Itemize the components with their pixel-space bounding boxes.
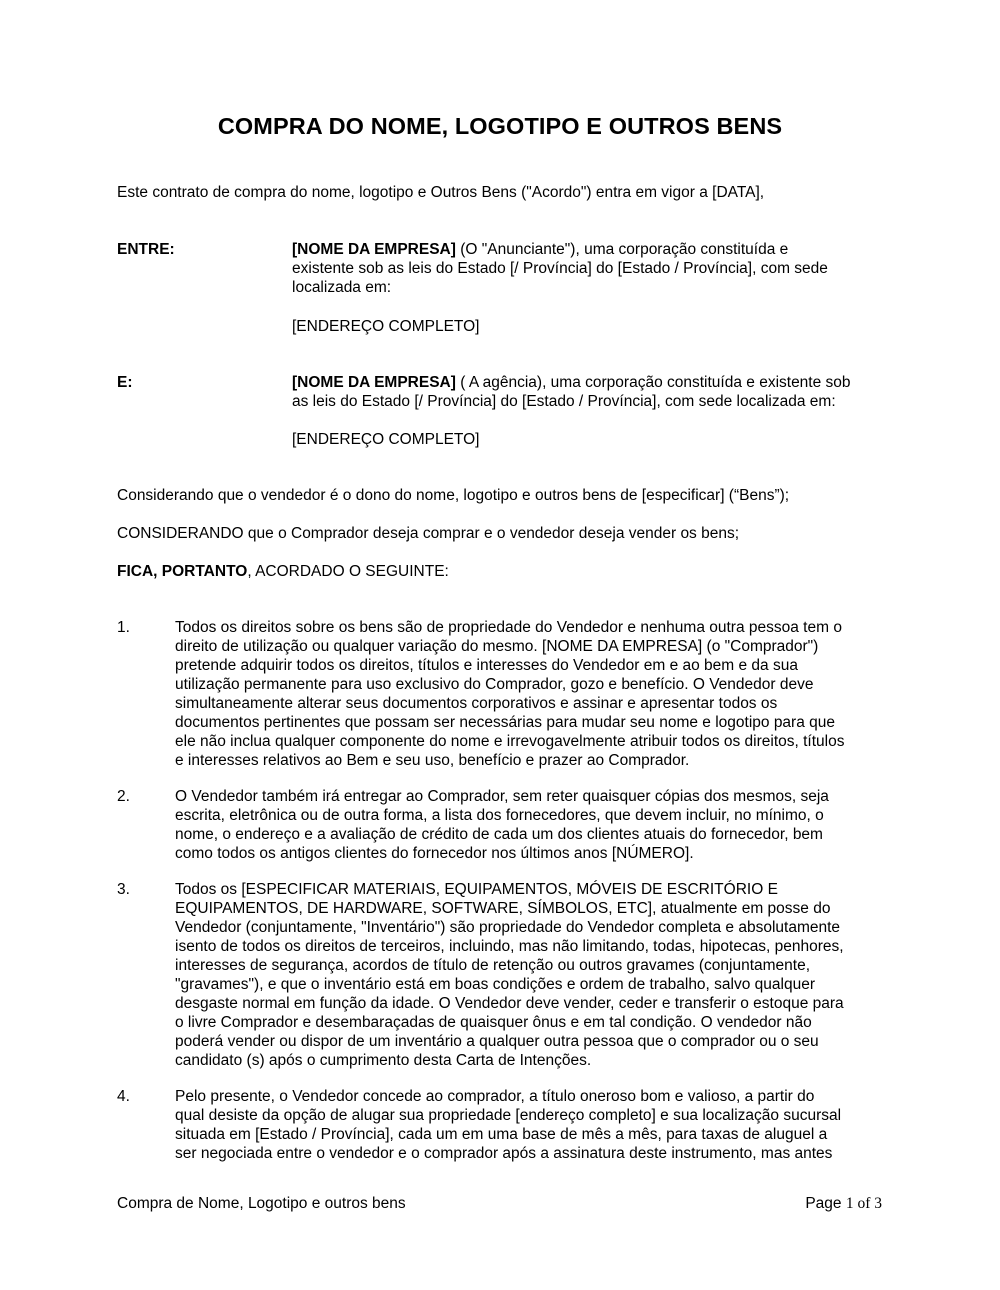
page-label: Page [805,1195,846,1212]
clause-1-number: 1. [117,619,130,636]
party-1-description [292,240,892,297]
page-total: 3 [874,1195,882,1212]
agreed-bold: FICA, PORTANTO [117,563,248,580]
party-2-address: [ENDEREÇO COMPLETO] [292,431,480,448]
clause-line: utilização permanente para uso exclusivo do Comprador, gozo e benefício. O Vendedor deve [175,676,814,693]
clause-line: como todos os antigos clientes do fornecedor nos últimos anos [NÚMERO]. [175,845,694,862]
clause-line: qual desiste da opção de alugar sua propriedade [endereço completo] e sua localização sucursal [175,1107,842,1124]
recital-2: CONSIDERANDO que o Comprador deseja comprar e o vendedor deseja vender os bens; [117,525,740,542]
clause-4-text [175,1087,887,1163]
party-1-line: (O "Anunciante"), uma corporação constituída e [455,241,789,258]
recital-1: Considerando que o vendedor é o dono do nome, logotipo e outros bens de [especificar] (“Bens”); [117,487,790,504]
clause-line: Pelo presente, o Vendedor concede ao comprador, a título oneroso bom e valioso, a partir do [175,1088,815,1105]
clause-3-text [175,880,887,1070]
clause-line: interesses de segurança, acordos de título de retenção ou outros gravames (conjuntamente, [175,957,811,974]
clause-line: ser negociada entre o vendedor e o comprador após a assinatura deste instrumento, mas antes [175,1145,833,1162]
party-2-line: as leis do Estado [/ Província] do [Estado / Província], com sede localizada em: [292,393,836,410]
clause-line: o livre Comprador e desembaraçadas de quaisquer ônus e em tal condição. O vendedor não [175,1014,812,1031]
clause-line: candidato (s) após o cumprimento desta Carta de Intenções. [175,1052,592,1069]
clause-2-number: 2. [117,788,130,805]
clause-line: pretende adquirir todos os direitos, títulos e interesses do Vendedor em e ao bem e da sua [175,657,798,674]
clause-line: nome, o endereço e a avaliação de crédito de cada um dos clientes atuais do fornecedor, bem [175,826,823,843]
party-2-name: [NOME DA EMPRESA] [292,374,456,391]
clause-line: "gravames"), e que o inventário está em boas condições e ordem de trabalho, salvo qualquer [175,976,815,993]
clause-line: desgaste normal em função da idade. O Vendedor deve vender, ceder e transferir o estoque para [175,995,844,1012]
party-1-address: [ENDEREÇO COMPLETO] [292,318,480,335]
page-current: 1 [845,1195,854,1212]
clause-line: Vendedor (conjuntamente, "Inventário") são propriedade do Vendedor completa e absolutamente [175,919,841,936]
intro-paragraph: Este contrato de compra do nome, logotipo e Outros Bens ("Acordo") entra em vigor a [DATA], [117,184,765,201]
party-1-line: existente sob as leis do Estado [/ Província] do [Estado / Província], com sede [292,260,828,277]
clause-line: Todos os [ESPECIFICAR MATERIAIS, EQUIPAMENTOS, MÓVEIS DE ESCRITÓRIO E [175,881,778,898]
clause-line: isento de todos os direitos de terceiros, incluindo, mas não limitando, todas, hipotecas, penhores, [175,938,844,955]
party-2-description [292,373,892,411]
clause-line: escrita, eletrônica ou de outra forma, a lista dos fornecedores, que devem incluir, no mínimo, o [175,807,824,824]
agreed-statement [117,562,897,581]
clause-line: direito de utilização ou qualquer variação do mesmo. [NOME DA EMPRESA] (o "Comprador") [175,638,819,655]
clause-line: ele não inclua qualquer componente do nome e irrevogavelmente atribuir todos os direitos, títulos [175,733,845,750]
clause-line: EQUIPAMENTOS, DE HARDWARE, SOFTWARE, SÍMBOLOS, ETC], atualmente em posse do [175,900,831,917]
clause-3-number: 3. [117,881,130,898]
party-label-and: E: [117,374,133,391]
party-1-name: [NOME DA EMPRESA] [292,241,456,258]
page-of: of [853,1195,875,1212]
clause-line: simultaneamente alterar seus documentos corporativos e assinar e apresentar todos os [175,695,778,712]
footer-page-number [805,1194,882,1213]
party-label-between: ENTRE: [117,241,175,258]
party-1-line: localizada em: [292,279,392,296]
agreed-rest: , ACORDADO O SEGUINTE: [247,563,449,580]
document-title: COMPRA DO NOME, LOGOTIPO E OUTROS BENS [217,113,783,139]
clause-line: O Vendedor também irá entregar ao Comprador, sem reter quaisquer cópias dos mesmos, seja [175,788,829,805]
clause-line: poderá vender ou dispor de um inventário a qualquer outra pessoa que o comprador ou o seu [175,1033,819,1050]
clause-line: e interesses relativos ao Bem e seu uso, benefício e prazer ao Comprador. [175,752,690,769]
clause-1-text [175,618,887,770]
party-2-line: ( A agência), uma corporação constituída e existente sob [455,374,851,391]
clause-line: situada em [Estado / Província], cada um em uma base de mês a mês, para taxas de aluguel a [175,1126,828,1143]
clause-line: documentos pertinentes que possam ser necessárias para mudar seu nome e logotipo para que [175,714,836,731]
clause-line: Todos os direitos sobre os bens são de propriedade do Vendedor e nenhuma outra pessoa tem o [175,619,842,636]
clause-2-text [175,787,887,863]
footer-document-name: Compra de Nome, Logotipo e outros bens [117,1195,406,1212]
clause-4-number: 4. [117,1088,130,1105]
